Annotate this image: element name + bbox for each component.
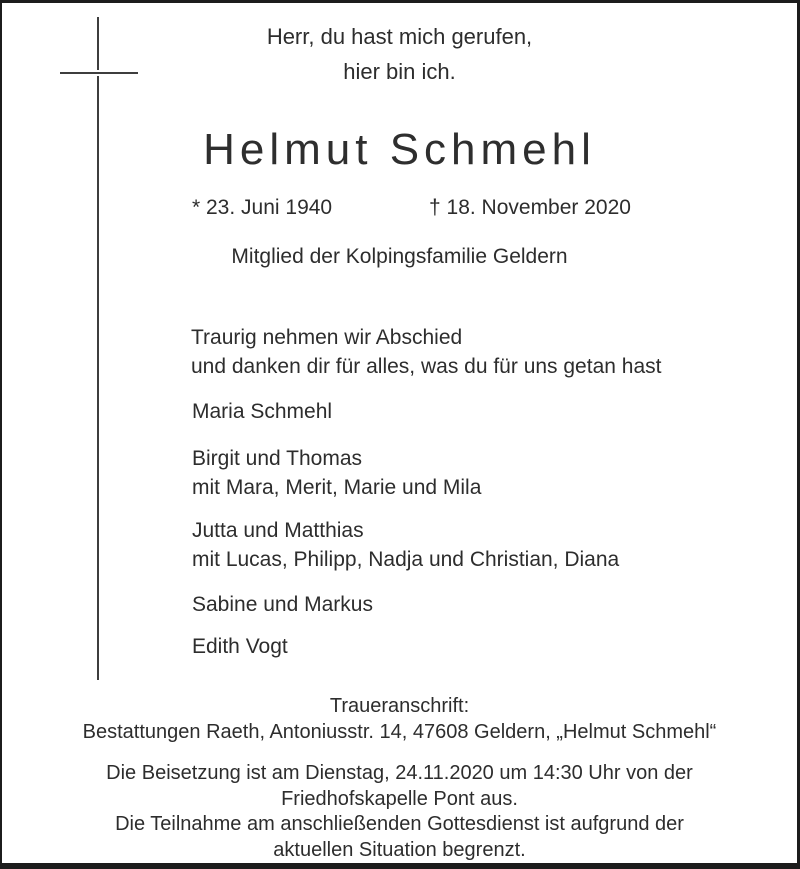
mourner-group-jutta <box>192 516 619 574</box>
funeral-line-1: Die Beisetzung ist am Dienstag, 24.11.2020 um 14:30 Uhr von der <box>106 762 693 784</box>
funeral-line-4: aktuellen Situation begrenzt. <box>273 838 526 861</box>
mourner-line: Jutta und Matthias <box>192 519 364 542</box>
mourning-address <box>2 693 797 745</box>
mourner-line: Birgit und Thomas <box>192 447 363 470</box>
funeral-line-3: Die Teilnahme am anschließenden Gottesdienst ist aufgrund der <box>115 813 684 835</box>
life-dates <box>2 196 797 224</box>
mourner-group-birgit <box>192 444 481 502</box>
epigraph-line-2: hier bin ich. <box>343 59 456 84</box>
tribute-line-1: Traurig nehmen wir Abschied <box>191 326 463 349</box>
mourner-group-maria <box>192 397 332 426</box>
epigraph-line-1: Herr, du hast mich gerufen, <box>266 24 533 49</box>
mourning-address-line: Bestattungen Raeth, Antoniusstr. 14, 47608 Geldern, „Helmut Schmehl“ <box>82 721 717 743</box>
membership-line: Mitglied der Kolpingsfamilie Geldern <box>231 245 568 268</box>
mourner-line: mit Lucas, Philipp, Nadja und Christian, Diana <box>192 548 620 571</box>
mourner-group-edith <box>192 632 288 661</box>
tribute-line-2: und danken dir für alles, was du für uns getan hast <box>191 355 662 378</box>
mourning-address-label: Traueranschrift: <box>329 695 470 717</box>
mourner-group-sabine <box>192 590 373 619</box>
death-date: † 18. November 2020 <box>429 196 631 219</box>
epigraph <box>2 19 797 89</box>
funeral-information <box>2 761 797 863</box>
deceased-name: Helmut Schmehl <box>203 125 596 174</box>
mourner-line: mit Mara, Merit, Marie und Mila <box>192 476 482 499</box>
mourner-line: Edith Vogt <box>192 635 288 658</box>
mourner-line: Maria Schmehl <box>192 400 333 423</box>
tribute-text <box>191 323 661 381</box>
mourner-line: Sabine und Markus <box>192 593 373 616</box>
birth-date: * 23. Juni 1940 <box>192 196 333 219</box>
cross-vertical-bar <box>97 17 99 680</box>
cross-horizontal-bar <box>60 72 138 74</box>
funeral-line-2: Friedhofskapelle Pont aus. <box>281 787 518 810</box>
